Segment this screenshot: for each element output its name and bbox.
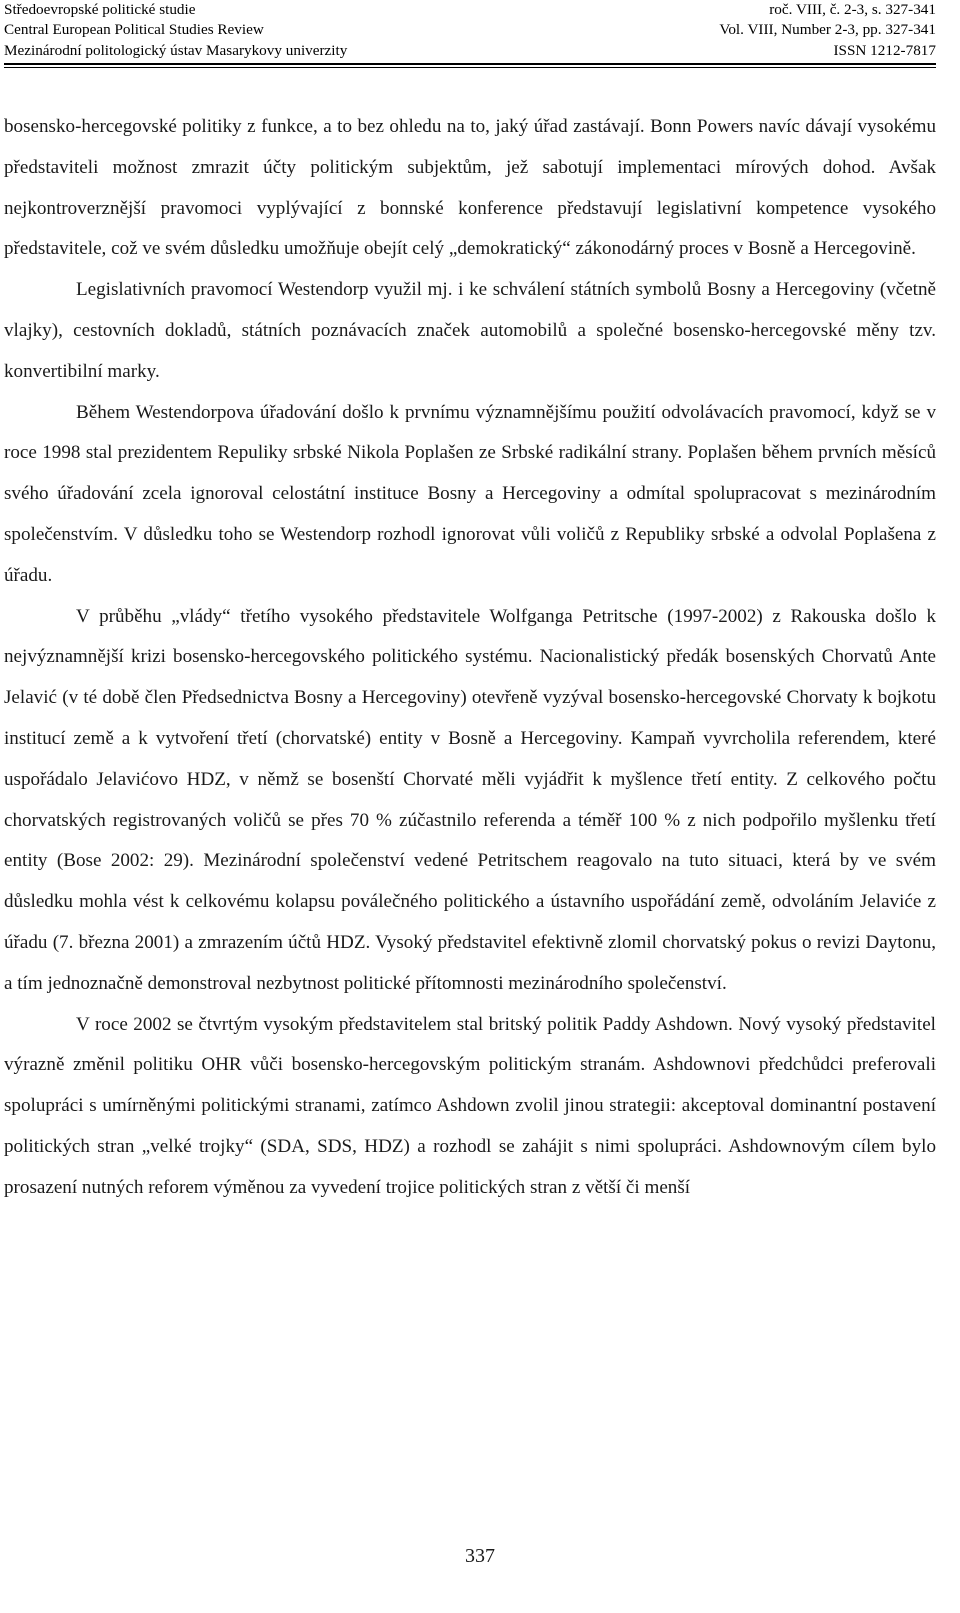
header-rule-thick	[4, 63, 936, 65]
paragraph: Během Westendorpova úřadování došlo k prvnímu významnějšímu použití odvolávacích pravomocí, když se v roce 1998 stal prezidentem Repuliky srbské Nikola Poplašen ze Srbské radikální strany. Poplašen během prvních měsíců svého úřadování zcela ignoroval celostátní instituce Bosny a Hercegoviny a odmítal spolupracovat s mezinárodním společenstvím. V důsledku toho se Westendorp rozhodl ignorovat vůli voličů z Republiky srbské a odvolal Poplašena z úřadu.	[4, 401, 936, 586]
issue-info-cz: roč. VIII, č. 2-3, s. 327-341	[769, 1, 936, 18]
paragraph: V roce 2002 se čtvrtým vysokým představitelem stal britský politik Paddy Ashdown. Nový vysoký představitel výrazně změnil politiku OHR vůči bosensko-hercegovským politickým stranám. Ashdownovi předchůdci preferovali spolupráci s umírněnými politickými stranami, zatímco Ashdown zvolil jinou strategii: akceptoval dominantní postavení politických stran „velké trojky“ (SDA, SDS, HDZ) a rozhodl se zahájit s nimi spolupráci. Ashdownovým cílem bylo prosazení nutných reforem výměnou za vyvedení trojice politických stran z větší či menší	[4, 1013, 936, 1198]
header-row	[4, 20, 936, 40]
journal-title-en: Central European Political Studies Review	[4, 21, 264, 39]
publisher: Mezinárodní politologický ústav Masarykovy univerzity	[4, 41, 348, 59]
paragraph: bosensko-hercegovské politiky z funkce, a to bez ohledu na to, jaký úřad zastávají. Bonn Powers navíc dávají vysokému představiteli možnost zmrazit účty politickým subjektům, jež sabotují implementaci mírových dohod. Avšak nejkontroverznější pravomoci vyplývající z bonnské konference představují legislativní kompetence vysokého představitele, což ve svém důsledku umožňuje obejít celý „demokratický“ zákonodárný proces v Bosně a Hercegovině.	[4, 116, 936, 260]
paragraph: Legislativních pravomocí Westendorp využil mj. i ke schválení státních symbolů Bosny a Hercegoviny (včetně vlajky), cestovních dokladů, státních poznávacích značek automobilů a společné bosensko-hercegovské měny tzv. konvertibilní marky.	[4, 279, 936, 382]
issue-info-en: Vol. VIII, Number 2-3, pp. 327-341	[719, 21, 936, 39]
header-rule-thin	[4, 67, 936, 68]
paragraph: V průběhu „vlády“ třetího vysokého představitele Wolfganga Petritsche (1997-2002) z Rakouska došlo k nejvýznamnější krizi bosensko-hercegovského politického systému. Nacionalistický předák bosenských Chorvatů Ante Jelavić (v té době člen Předsednictva Bosny a Hercegoviny) otevřeně vyzýval bosensko-hercegovské Chorvaty k bojkotu institucí země a k vytvoření třetí (chorvatské) entity v Bosně a Hercegoviny. Kampaň vyvrcholila referendem, které uspořádalo Jelavićovo HDZ, v němž se bosenští Chorvaté měli vyjádřit k myšlence třetí entity. Z celkového počtu chorvatských registrovaných voličů se přes 70 % zúčastnilo referenda a téměř 100 % z nich podpořilo myšlenku třetí entity (Bose 2002: 29). Mezinárodní společenství vedené Petritschem reagovalo na tuto situaci, která by ve svém důsledku mohla vést k celkovému kolapsu poválečného politického a ústavního uspořádání země, odvoláním Jelaviće z úřadu (7. března 2001) a zmrazením účtů HDZ. Vysoký představitel efektivně zlomil chorvatský pokus o revizi Daytonu, a tím jednoznačně demonstroval nezbytnost politické přítomnosti mezinárodního společenství.	[4, 605, 936, 994]
header-row	[4, 0, 936, 20]
header-row	[4, 41, 936, 61]
issn: ISSN 1212-7817	[833, 41, 936, 59]
article-body	[4, 107, 936, 1209]
page-number: 337	[465, 1545, 495, 1567]
running-header	[4, 0, 936, 63]
journal-title-cz: Středoevropské politické studie	[4, 1, 196, 18]
